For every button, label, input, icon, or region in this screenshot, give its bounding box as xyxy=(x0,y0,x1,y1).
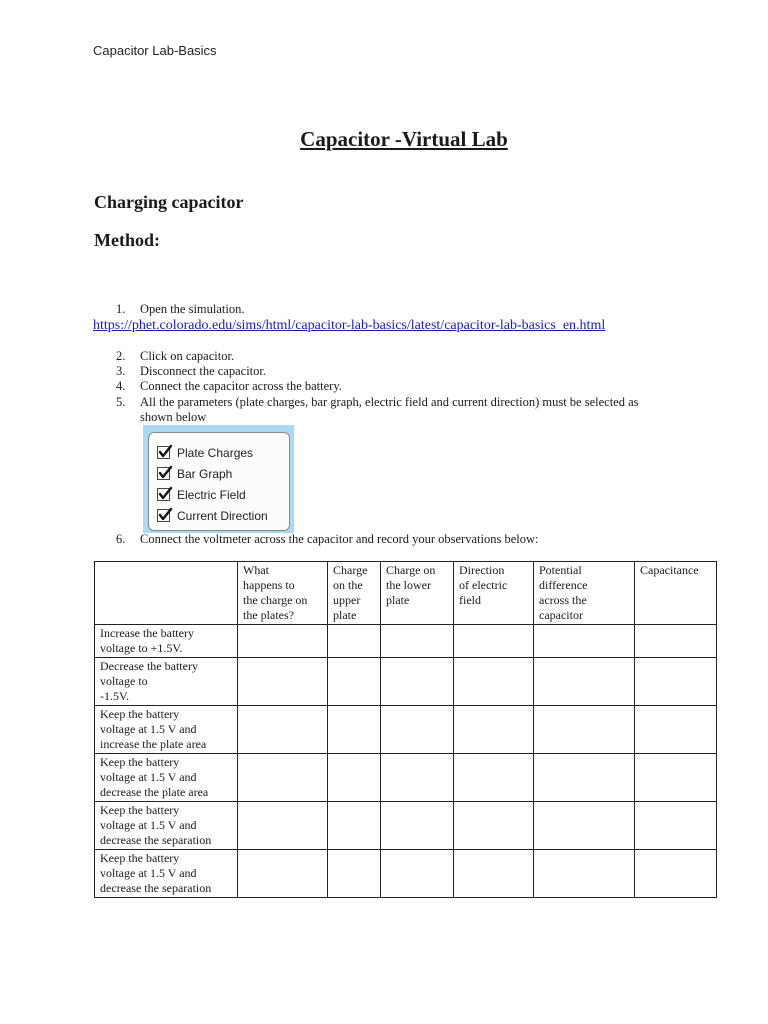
observation-cell[interactable] xyxy=(328,802,381,850)
step-number: 1. xyxy=(116,302,126,316)
step-text-continued: shown below xyxy=(140,410,207,424)
header-line: of electric xyxy=(459,578,508,592)
row-label-line: voltage to xyxy=(100,674,148,688)
checkbox-checked-icon[interactable] xyxy=(157,509,170,522)
row-label xyxy=(95,754,238,802)
observation-cell[interactable] xyxy=(635,754,717,802)
observation-cell[interactable] xyxy=(381,754,454,802)
table-column-header xyxy=(635,562,717,625)
row-label-line: Increase the battery xyxy=(100,626,194,640)
step-text: Click on capacitor. xyxy=(140,349,235,363)
observation-cell[interactable] xyxy=(534,658,635,706)
row-label xyxy=(95,658,238,706)
row-label-line: voltage at 1.5 V and xyxy=(100,818,197,832)
observation-cell[interactable] xyxy=(454,802,534,850)
table-column-header xyxy=(454,562,534,625)
row-label-line: Keep the battery xyxy=(100,755,180,769)
table-column-header xyxy=(381,562,454,625)
step-number: 5. xyxy=(116,395,126,409)
header-line: Charge on xyxy=(386,563,436,577)
row-label-line: Keep the battery xyxy=(100,803,180,817)
row-label-line: decrease the separation xyxy=(100,881,212,895)
table-row xyxy=(95,754,717,802)
header-line: capacitor xyxy=(539,608,583,622)
header-line: the lower xyxy=(386,578,431,592)
row-label-line: voltage at 1.5 V and xyxy=(100,866,197,880)
observations-table xyxy=(94,561,717,898)
header-line: plate xyxy=(386,593,410,607)
row-label-line: voltage at 1.5 V and xyxy=(100,722,197,736)
observation-cell[interactable] xyxy=(238,625,328,658)
checkbox-checked-icon[interactable] xyxy=(157,446,170,459)
row-label-line: increase the plate area xyxy=(100,737,207,751)
observation-cell[interactable] xyxy=(635,625,717,658)
observation-cell[interactable] xyxy=(381,802,454,850)
observation-cell[interactable] xyxy=(381,706,454,754)
observation-cell[interactable] xyxy=(381,658,454,706)
step-text: Disconnect the capacitor. xyxy=(140,364,266,378)
header-line: plate xyxy=(333,608,357,622)
header-line: happens to xyxy=(243,578,295,592)
simulation-link[interactable]: https://phet.colorado.edu/sims/html/capacitor-lab-basics/latest/capacitor-lab-basics_en.html xyxy=(93,318,606,333)
row-label xyxy=(95,802,238,850)
observation-cell[interactable] xyxy=(534,850,635,898)
header-line: upper xyxy=(333,593,361,607)
observation-cell[interactable] xyxy=(534,625,635,658)
header-line: Capacitance xyxy=(640,563,699,577)
step-text: Connect the voltmeter across the capacitor and record your observations below: xyxy=(140,532,539,546)
method-heading: Method: xyxy=(94,230,160,250)
row-label-line: Decrease the battery xyxy=(100,659,198,673)
table-row xyxy=(95,706,717,754)
observation-cell[interactable] xyxy=(328,706,381,754)
options-panel xyxy=(148,432,290,531)
observation-cell[interactable] xyxy=(454,625,534,658)
observation-cell[interactable] xyxy=(454,754,534,802)
observation-cell[interactable] xyxy=(328,625,381,658)
observation-cell[interactable] xyxy=(238,802,328,850)
observation-cell[interactable] xyxy=(635,802,717,850)
row-label-line: -1.5V. xyxy=(100,689,130,703)
table-row xyxy=(95,625,717,658)
option-label: Electric Field xyxy=(177,488,246,502)
table-column-header xyxy=(238,562,328,625)
observation-cell[interactable] xyxy=(635,658,717,706)
options-panel-image xyxy=(143,425,294,533)
option-label: Bar Graph xyxy=(177,467,233,481)
page-title: Capacitor -Virtual Lab xyxy=(300,127,508,151)
observation-cell[interactable] xyxy=(534,802,635,850)
document-header: Capacitor Lab-Basics xyxy=(93,43,217,58)
table-row xyxy=(95,802,717,850)
option-label: Current Direction xyxy=(177,509,268,523)
observation-cell[interactable] xyxy=(381,625,454,658)
observation-cell[interactable] xyxy=(381,850,454,898)
header-line: field xyxy=(459,593,481,607)
table-row xyxy=(95,850,717,898)
header-line: across the xyxy=(539,593,587,607)
row-label xyxy=(95,850,238,898)
step-number: 6. xyxy=(116,532,126,546)
observation-cell[interactable] xyxy=(238,706,328,754)
header-line: the charge on xyxy=(243,593,308,607)
row-label xyxy=(95,625,238,658)
observation-cell[interactable] xyxy=(328,850,381,898)
header-line: What xyxy=(243,563,269,577)
row-label-line: decrease the plate area xyxy=(100,785,209,799)
observation-cell[interactable] xyxy=(238,850,328,898)
option-label: Plate Charges xyxy=(177,446,254,460)
checkbox-checked-icon[interactable] xyxy=(157,488,170,501)
observation-cell[interactable] xyxy=(238,658,328,706)
observation-cell[interactable] xyxy=(454,850,534,898)
step-text: Open the simulation. xyxy=(140,302,245,316)
step-number: 3. xyxy=(116,364,126,378)
table-row xyxy=(95,658,717,706)
row-label-line: voltage to +1.5V. xyxy=(100,641,183,655)
header-line: difference xyxy=(539,578,588,592)
table-column-header xyxy=(328,562,381,625)
table-column-header xyxy=(534,562,635,625)
header-line: on the xyxy=(333,578,363,592)
observation-cell[interactable] xyxy=(328,754,381,802)
checkbox-checked-icon[interactable] xyxy=(157,467,170,480)
observation-cell[interactable] xyxy=(454,658,534,706)
row-label-line: Keep the battery xyxy=(100,851,180,865)
observation-cell[interactable] xyxy=(238,754,328,802)
header-line: the plates? xyxy=(243,608,294,622)
step-text: Connect the capacitor across the battery. xyxy=(140,379,342,393)
step-number: 2. xyxy=(116,349,126,363)
header-line: Charge xyxy=(333,563,368,577)
header-line: Direction xyxy=(459,563,505,577)
row-label-line: Keep the battery xyxy=(100,707,180,721)
observation-cell[interactable] xyxy=(454,706,534,754)
step-number: 4. xyxy=(116,379,126,393)
row-label xyxy=(95,706,238,754)
observation-cell[interactable] xyxy=(534,754,635,802)
observation-cell[interactable] xyxy=(534,706,635,754)
table-corner-cell xyxy=(95,562,238,625)
section-heading: Charging capacitor xyxy=(94,192,244,212)
table-header-row xyxy=(95,562,717,625)
observation-cell[interactable] xyxy=(328,658,381,706)
row-label-line: voltage at 1.5 V and xyxy=(100,770,197,784)
observation-cell[interactable] xyxy=(635,706,717,754)
observation-cell[interactable] xyxy=(635,850,717,898)
header-line: Potential xyxy=(539,563,582,577)
row-label-line: decrease the separation xyxy=(100,833,212,847)
step-text: All the parameters (plate charges, bar graph, electric field and current direction) must be selected as xyxy=(140,395,639,409)
